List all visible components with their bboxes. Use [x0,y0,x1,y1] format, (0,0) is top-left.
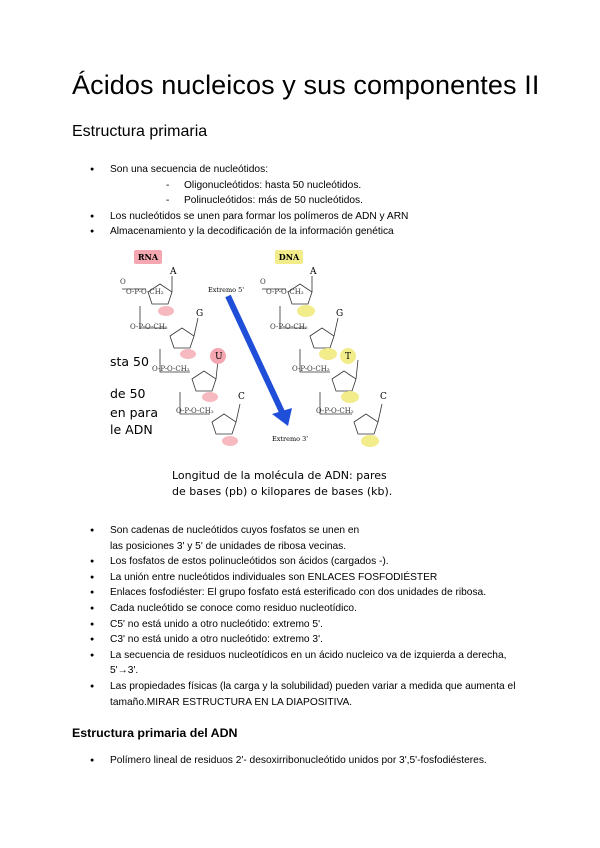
svg-text:O-P-O-CH₂: O-P-O-CH₂ [270,323,308,331]
list-item-text: Son una secuencia de nucleótidos: [110,164,269,175]
rna-oh-mark [158,306,174,316]
dna-label: DNA [278,252,300,262]
dna-base-label: C [380,392,387,402]
svg-text:O-P-O-CH₂: O-P-O-CH₂ [316,407,354,415]
rna-oh-mark [222,436,238,446]
list-item: ● Las propiedades físicas (la carga y la solubilidad) pueden variar a medida que aumenta el tamaño.MIRAR ESTRUCTURA EN LA DIAPOSITIVA. [72,679,532,710]
bullet-list-3 [72,753,542,769]
rna-base-label: G [196,309,204,319]
extremo-5-label: Extremo 5' [208,286,245,294]
dna-base-label: T [345,352,352,362]
svg-text:O-P-O-CH₂: O-P-O-CH₂ [266,288,304,296]
overlay-text: en para [110,405,158,420]
sub-list-item: - Oligonucleótidos: hasta 50 nucleótidos. [110,178,408,194]
overlay-text: de 50 [110,386,146,401]
list-item: ● La secuencia de residuos nucleotídicos en un ácido nucleico va de izquierda a derecha, 5'→3'. [72,648,532,679]
list-item: ● Enlaces fosfodiéster: El grupo fosfato está esterificado con dos unidades de ribosa. [72,585,532,601]
direction-arrow-shaft [228,296,282,412]
svg-text:O-P-O-CH₂: O-P-O-CH₂ [130,323,168,331]
svg-text:O-P-O-CH₂: O-P-O-CH₂ [292,365,330,373]
list-item: ● Cada nucleótido se conoce como residuo nucleotídico. [72,601,532,617]
list-item: ● Los nucleótidos se unen para formar los polímeros de ADN y ARN [72,209,408,225]
svg-text:O-P-O-CH₂: O-P-O-CH₂ [126,288,164,296]
svg-text:O: O [260,278,266,286]
svg-text:O: O [120,278,126,286]
section-subtitle: Estructura primaria [72,123,208,140]
nucleic-acid-diagram [100,244,430,504]
list-item: ● C3' no está unido a otro nucleótido: extremo 3'. [72,632,532,648]
list-item: ● Almacenamiento y la decodificación de la información genética [72,224,408,240]
overlay-text: le ADN [110,422,153,437]
dna-base-label: A [310,267,317,277]
dna-h-mark [361,435,379,447]
dna-base-label: G [336,309,344,319]
bullet-list-2 [72,523,532,710]
svg-text:O-P-O-CH₂: O-P-O-CH₂ [152,365,190,373]
page-title: Ácidos nucleicos y sus componentes II [72,70,540,100]
list-item: ● La unión entre nucleótidos individuales son ENLACES FOSFODIÉSTER [72,570,532,586]
extremo-3-label: Extremo 3' [272,435,309,443]
list-item [72,162,408,209]
bullet-list-1 [72,162,408,240]
diagram-caption-line: de bases (pb) o kilopares de bases (kb). [172,485,393,498]
rna-base-label: C [238,392,245,402]
sub-list [110,178,408,209]
rna-base-label: A [170,267,177,277]
rna-oh-mark [180,349,196,359]
dna-h-mark [319,348,337,360]
list-item: ● Son cadenas de nucleótidos cuyos fosfatos se unen en las posiciones 3' y 5' de unidades de ribosa vecinas. [72,523,370,554]
svg-text:O-P-O-CH₂: O-P-O-CH₂ [176,407,214,415]
section-heading: Estructura primaria del ADN [72,726,238,740]
dna-h-mark [341,391,359,403]
diagram-caption-line: Longitud de la molécula de ADN: pares [172,469,387,482]
list-item: ● C5' no está unido a otro nucleótido: extremo 5'. [72,617,532,633]
sub-list-item: - Polinucleótidos: más de 50 nucleótidos. [110,193,408,209]
rna-oh-mark [202,392,218,402]
overlay-text: sta 50 [110,354,149,369]
list-item: ● Polímero lineal de residuos 2'- desoxirribonucleótido unidos por 3',5'-fosfodiésteres. [72,753,542,769]
list-item: ● Los fosfatos de estos polinucleótidos son ácidos (cargados -). [72,554,532,570]
rna-base-label: U [215,352,223,362]
rna-label: RNA [137,252,159,262]
dna-h-mark [297,305,315,317]
